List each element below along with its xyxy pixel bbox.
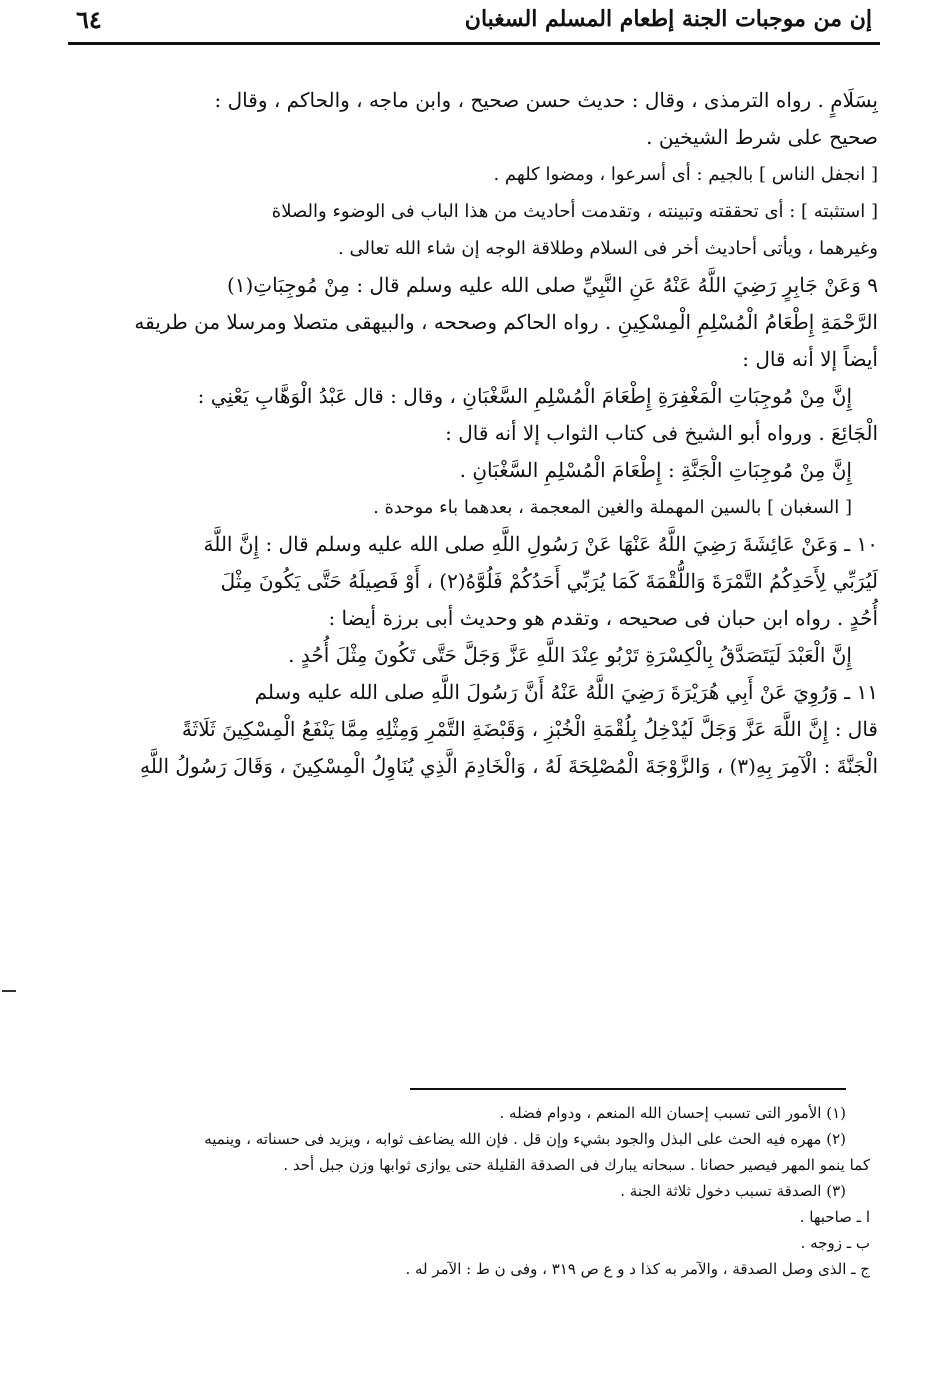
page-number: ٦٤ xyxy=(76,4,102,34)
text-line: [ استثبته ] : أى تحققته وتبينته ، وتقدمت أحاديث من هذا الباب فى الوضوء والصلاة xyxy=(271,201,878,222)
footnote-line: ب ـ زوجه . xyxy=(800,1234,870,1252)
text-line: إِنَّ الْعَبْدَ لَيَتَصَدَّقُ بِالْكِسْرَةِ تَرْبُو عِنْدَ اللَّهِ عَزَّ وَجَلَّ حَتَّى تَكُونَ مِثْلَ أُحُدٍ . xyxy=(288,643,852,667)
page-header xyxy=(70,0,878,38)
header-rule xyxy=(68,42,880,45)
running-title: إن من موجبات الجنة إطعام المسلم السغبان xyxy=(464,6,872,32)
text-line: [ السغبان ] بالسين المهملة والغين المعجمة ، بعدهما باء موحدة . xyxy=(373,497,852,518)
footnote-line: (١) الأمور التى تسبب إحسان الله المنعم ، ودوام فضله . xyxy=(499,1104,846,1122)
text-line: إِنَّ مِنْ مُوجِبَاتِ الْمَغْفِرَةِ إِطْعَامَ الْمُسْلِمِ السَّغْبَانِ ، وقال : قال عَبْدُ الْوَهَّابِ يَعْنِي : xyxy=(197,384,852,408)
footnote-line: ا ـ صاحبها . xyxy=(799,1208,870,1226)
text-line: قال : إِنَّ اللَّهَ عَزَّ وَجَلَّ لَيُدْخِلُ بِلُقْمَةِ الْخُبْزِ ، وَقَبْضَةِ التَّمْرِ وَمِثْلِهِ مِمَّا يَنْفَعُ الْمِسْكِينَ ثَلَاثَةً xyxy=(181,717,878,741)
text-line: إِنَّ مِنْ مُوجِبَاتِ الْجَنَّةِ : إِطْعَامَ الْمُسْلِمِ السَّغْبَانِ . xyxy=(459,458,852,482)
footnote-rule xyxy=(410,1088,846,1090)
footnote-line: كما ينمو المهر فيصير حصانا . سبحانه يبارك فى الصدقة القليلة حتى يوازى ثوابها وزن جبل أحد . xyxy=(283,1156,870,1174)
margin-mark xyxy=(2,990,16,992)
text-line: وغيرهما ، ويأتى أحاديث أخر فى السلام وطلاقة الوجه إن شاء الله تعالى . xyxy=(338,238,878,259)
footnote-line: (٢) مهره فيه الحث على البذل والجود بشيء وإن قل . فإن الله يضاعف ثوابه ، ويزيد فى حسناته ، وينميه xyxy=(204,1130,846,1148)
footnote-line: (٣) الصدقة تسبب دخول ثلاثة الجنة . xyxy=(620,1182,846,1200)
body-text xyxy=(70,82,878,785)
hadith-line: ٩ وَعَنْ جَابِرٍ رَضِيَ اللَّهُ عَنْهُ عَنِ النَّبِيِّ صلى الله عليه وسلم قال : مِنْ مُوجِبَاتِ(١) xyxy=(226,273,878,297)
text-line: أُحُدٍ . رواه ابن حبان فى صحيحه ، وتقدم هو وحديث أبى برزة أيضا : xyxy=(328,606,878,630)
text-line: الْجَائِعَ . ورواه أبو الشيخ فى كتاب الثواب إلا أنه قال : xyxy=(445,421,878,445)
text-line: بِسَلَامٍ . رواه الترمذى ، وقال : حديث حسن صحيح ، وابن ماجه ، والحاكم ، وقال : xyxy=(214,88,878,112)
text-line: أيضاً إلا أنه قال : xyxy=(742,347,878,371)
hadith-line: ١٠ ـ وَعَنْ عَائِشَةَ رَضِيَ اللَّهُ عَنْهَا عَنْ رَسُولِ اللَّهِ صلى الله عليه وسلم قال : إِنَّ اللَّهَ xyxy=(203,532,878,556)
footnotes xyxy=(70,1100,870,1282)
text-line: الْجَنَّةَ : الْآمِرَ بِهِ(٣) ، وَالزَّوْجَةَ الْمُصْلِحَةَ لَهُ ، وَالْخَادِمَ الَّذِي يُنَاوِلُ الْمِسْكِينَ ، وَقَالَ رَسُولُ اللَّهِ xyxy=(140,754,878,778)
footnote-line: ج ـ الذى وصل الصدقة ، والآمر به كذا د و ع ص ٣١٩ ، وفى ن ط : الآمر له . xyxy=(405,1260,870,1278)
hadith-line: ١١ ـ وَرُوِيَ عَنْ أَبِي هُرَيْرَةَ رَضِيَ اللَّهُ عَنْهُ أَنَّ رَسُولَ اللَّهِ صلى الله عليه وسلم xyxy=(254,680,878,704)
text-line: الرَّحْمَةِ إِطْعَامُ الْمُسْلِمِ الْمِسْكِينِ . رواه الحاكم وصححه ، والبيهقى متصلا ومرسلا من طريقه xyxy=(134,310,878,334)
text-line: [ انجفل الناس ] بالجيم : أى أسرعوا ، ومضوا كلهم . xyxy=(493,164,878,185)
text-line: لَيُرَبِّي لِأَحَدِكُمُ التَّمْرَةَ وَاللُّقْمَةَ كَمَا يُرَبِّي أَحَدُكُمْ فَلُوَّهُ(٢) ، أَوْ فَصِيلَهُ حَتَّى يَكُونَ مِثْلَ xyxy=(220,569,878,593)
text-line: صحيح على شرط الشيخين . xyxy=(646,125,878,149)
